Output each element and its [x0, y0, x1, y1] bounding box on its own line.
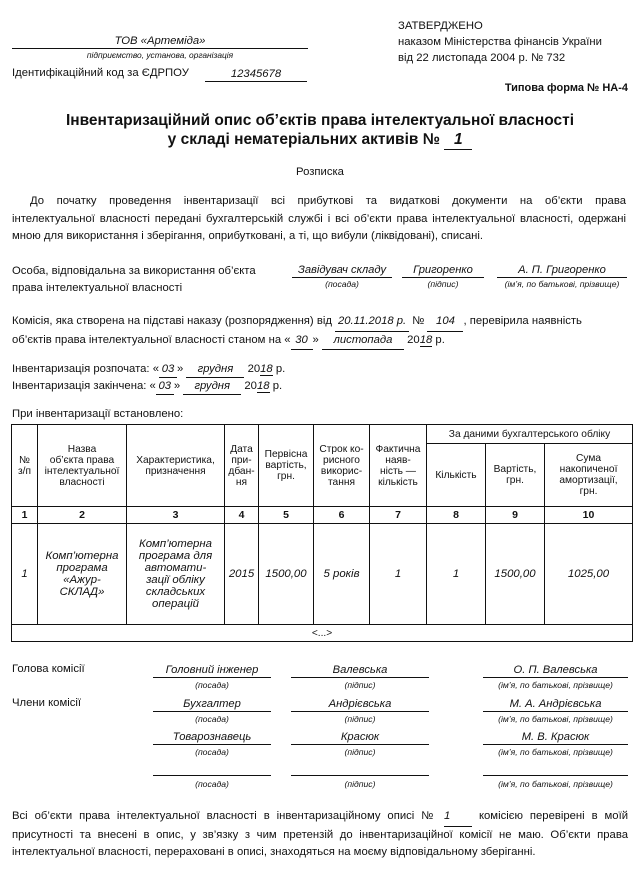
responsible-name: А. П. Григоренко — [497, 264, 627, 278]
end-day: 03 — [156, 378, 174, 395]
order-number: 104 — [427, 313, 463, 332]
organization-name: ТОВ «Артеміда» — [12, 34, 308, 49]
cell-value: 1500,00 — [486, 524, 545, 625]
signature-caption: (підпис) — [344, 714, 376, 724]
col-number: 7 — [370, 507, 427, 524]
edrpou-label: Ідентифікаційний код за ЄДРПОУ — [12, 67, 189, 79]
end-year-suffix: 18 — [256, 380, 270, 392]
title-line-1: Інвентаризаційний опис об’єктів права інтелектуальної власності — [65, 112, 575, 129]
member2-position: Товарознавець — [153, 731, 271, 745]
col-number: 9 — [486, 507, 545, 524]
signature-caption: (підпис) — [344, 779, 376, 789]
end-year-end: р. — [272, 380, 283, 392]
approved-title: ЗАТВЕРДЖЕНО — [398, 20, 483, 32]
table-row — [12, 524, 633, 625]
header-initial-cost: Первісна вартість, грн. — [259, 425, 314, 507]
end-quote-close: » — [173, 380, 181, 392]
col-number: 4 — [225, 507, 259, 524]
position-caption: (посада) — [195, 680, 229, 690]
header-accounting: За даними бухгалтерського обліку — [427, 425, 633, 444]
end-year-prefix: 20 — [244, 380, 257, 392]
commission-text-3: об’єктів права інтелектуальної власності станом на « — [12, 333, 291, 346]
member1-signature: Андрієвська — [291, 698, 429, 712]
footer-text-2: комісією перевірені в моїй — [478, 810, 629, 822]
receipt-line-3: мною для використання і зберігання, оприбутковані, а ті, що вибули (ліквідовані), списані. — [12, 230, 484, 242]
commission-text-1: Комісія, яка створена на підставі наказу (розпорядження) від — [12, 315, 332, 327]
member1-name: М. А. Андрієвська — [483, 698, 628, 712]
member1-position: Бухгалтер — [153, 698, 271, 712]
end-date-line — [12, 378, 285, 395]
responsible-label — [12, 263, 256, 297]
ellipsis: <...> — [12, 625, 633, 642]
member3-name — [483, 762, 628, 776]
order-no-label: № — [412, 315, 425, 327]
cell-date: 2015 — [225, 524, 259, 625]
cell-quantity: 1 — [427, 524, 486, 625]
inventory-dates — [12, 361, 285, 395]
start-label: Інвентаризація розпочата: « — [12, 363, 159, 375]
position-caption: (посада) — [195, 747, 229, 757]
start-month: грудня — [186, 361, 244, 378]
header-name: Назва об’єкта права інтелектуальної власності — [38, 425, 127, 507]
member2-name: М. В. Красюк — [483, 731, 628, 745]
chair-position: Головний інженер — [153, 664, 271, 678]
cell-amortization: 1025,00 — [545, 524, 633, 625]
chair-label: Голова комісії — [12, 663, 85, 675]
approved-line-1: наказом Міністерства фінансів України — [398, 36, 602, 48]
start-quote-close: » — [176, 363, 184, 375]
table-header-row-1 — [12, 425, 633, 444]
signature-caption: (підпис) — [344, 747, 376, 757]
header-amortization: Сума накопиченої амортизації, грн. — [545, 444, 633, 507]
receipt-text — [12, 193, 626, 246]
member3-signature — [291, 762, 429, 776]
ellipsis-row — [12, 625, 633, 642]
cell-initial-cost: 1500,00 — [259, 524, 314, 625]
footer-number: 1 — [444, 808, 472, 827]
member2-signature: Красюк — [291, 731, 429, 745]
end-month: грудня — [183, 378, 241, 395]
footer-line-2: присутності та внесені в опис, у зв’язку з чим претензій до інвентаризаційної комісії не маю. Об’єкти права — [12, 828, 628, 841]
inventory-table — [11, 424, 633, 642]
col-number: 1 — [12, 507, 38, 524]
chair-name: О. П. Валевська — [483, 664, 628, 678]
form-number: Типова форма № НА-4 — [504, 82, 628, 94]
approved-block — [398, 18, 602, 66]
signature-caption: (підпис) — [344, 680, 376, 690]
responsible-name-caption: (ім’я, по батькові, прізвище) — [504, 279, 620, 289]
col-number: 10 — [545, 507, 633, 524]
cell-actual-quantity: 1 — [370, 524, 427, 625]
col-number: 5 — [259, 507, 314, 524]
name-caption: (ім’я, по батькові, прізвище) — [498, 714, 613, 724]
start-year-suffix: 18 — [260, 363, 273, 375]
col-number: 2 — [38, 507, 127, 524]
responsible-label-line-2: права інтелектуальної власності — [12, 282, 183, 294]
members-label: Члени комісії — [12, 697, 82, 709]
end-label: Інвентаризація закінчена: « — [12, 380, 156, 392]
responsible-label-line-1: Особа, відповідальна за використання об’єкта — [12, 265, 256, 277]
responsible-position: Завідувач складу — [292, 264, 392, 278]
cell-name: Комп’ютерна програма «Ажур- СКЛАД» — [38, 524, 127, 625]
header-actual-quantity: Фактична наяв- ність — кількість — [370, 425, 427, 507]
cell-no: 1 — [12, 524, 38, 625]
footer-text-1: Всі об’єкти права інтелектуальної власності в інвентаризаційному описі № — [12, 810, 438, 822]
title-line-2 — [0, 130, 640, 150]
document-title — [0, 111, 640, 150]
column-numbers-row — [12, 507, 633, 524]
order-date: 20.11.2018 р. — [335, 313, 409, 332]
responsible-position-caption: (посада) — [325, 279, 359, 289]
subtitle: Розписка — [296, 166, 344, 178]
start-day: 03 — [159, 361, 177, 378]
col-number: 3 — [127, 507, 225, 524]
receipt-line-2: інтелектуальної власності передані бухгалтерській службі і всі об’єкти права інтелектуальної власності, одержані — [12, 212, 626, 225]
title-number: 1 — [444, 130, 472, 150]
cell-useful-life: 5 років — [314, 524, 370, 625]
responsible-signature: Григоренко — [402, 264, 484, 278]
header-quantity: Кількість — [427, 444, 486, 507]
chair-signature: Валевська — [291, 664, 429, 678]
check-month: листопада — [322, 332, 404, 351]
col-number: 6 — [314, 507, 370, 524]
header-value: Вартість, грн. — [486, 444, 545, 507]
title-line-2-text: у складі нематеріальних активів № — [167, 131, 440, 148]
start-year-end: р. — [275, 363, 286, 375]
name-caption: (ім’я, по батькові, прізвище) — [498, 779, 613, 789]
header-useful-life: Строк ко- рисного викорис- тання — [314, 425, 370, 507]
check-day: 30 — [291, 332, 313, 351]
commission-line-1 — [12, 313, 628, 332]
name-caption: (ім’я, по батькові, прізвище) — [498, 747, 613, 757]
header-date: Дата при- дбан- ня — [225, 425, 259, 507]
commission-text — [12, 313, 628, 350]
footer-line-3: інтелектуальної власності, перераховані в описі, знаходяться на моєму відповідальному зберіганні. — [12, 846, 536, 858]
check-year-suffix: 18 — [419, 333, 433, 346]
footer-text — [12, 808, 628, 862]
check-year-end: р. — [435, 333, 445, 346]
commission-text-2: , перевірила наявність — [463, 315, 582, 327]
responsible-signature-caption: (підпис) — [427, 279, 459, 289]
receipt-line-1: До початку проведення інвентаризації всі прибуткові та видаткові документи на об’єкти права — [30, 195, 626, 207]
header-no: № з/п — [12, 425, 38, 507]
footer-line-1 — [12, 808, 628, 827]
position-caption: (посада) — [195, 714, 229, 724]
commission-line-2 — [12, 332, 628, 351]
name-caption: (ім’я, по батькові, прізвище) — [498, 680, 613, 690]
header-characteristics: Характеристика, призначення — [127, 425, 225, 507]
approved-line-2: від 22 листопада 2004 р. № 732 — [398, 52, 566, 64]
cell-characteristics: Комп’ютерна програма для автомати- зації обліку складських операцій — [127, 524, 225, 625]
col-number: 8 — [427, 507, 486, 524]
position-caption: (посада) — [195, 779, 229, 789]
organization-caption: підприємство, установа, організація — [86, 50, 234, 60]
start-date-line — [12, 361, 285, 378]
edrpou-value: 12345678 — [205, 67, 307, 82]
established-label: При інвентаризації встановлено: — [12, 408, 184, 420]
start-year-prefix: 20 — [247, 363, 261, 375]
commission-text-4: » — [312, 333, 319, 346]
check-year-prefix: 20 — [407, 333, 420, 346]
member3-position — [153, 762, 271, 776]
